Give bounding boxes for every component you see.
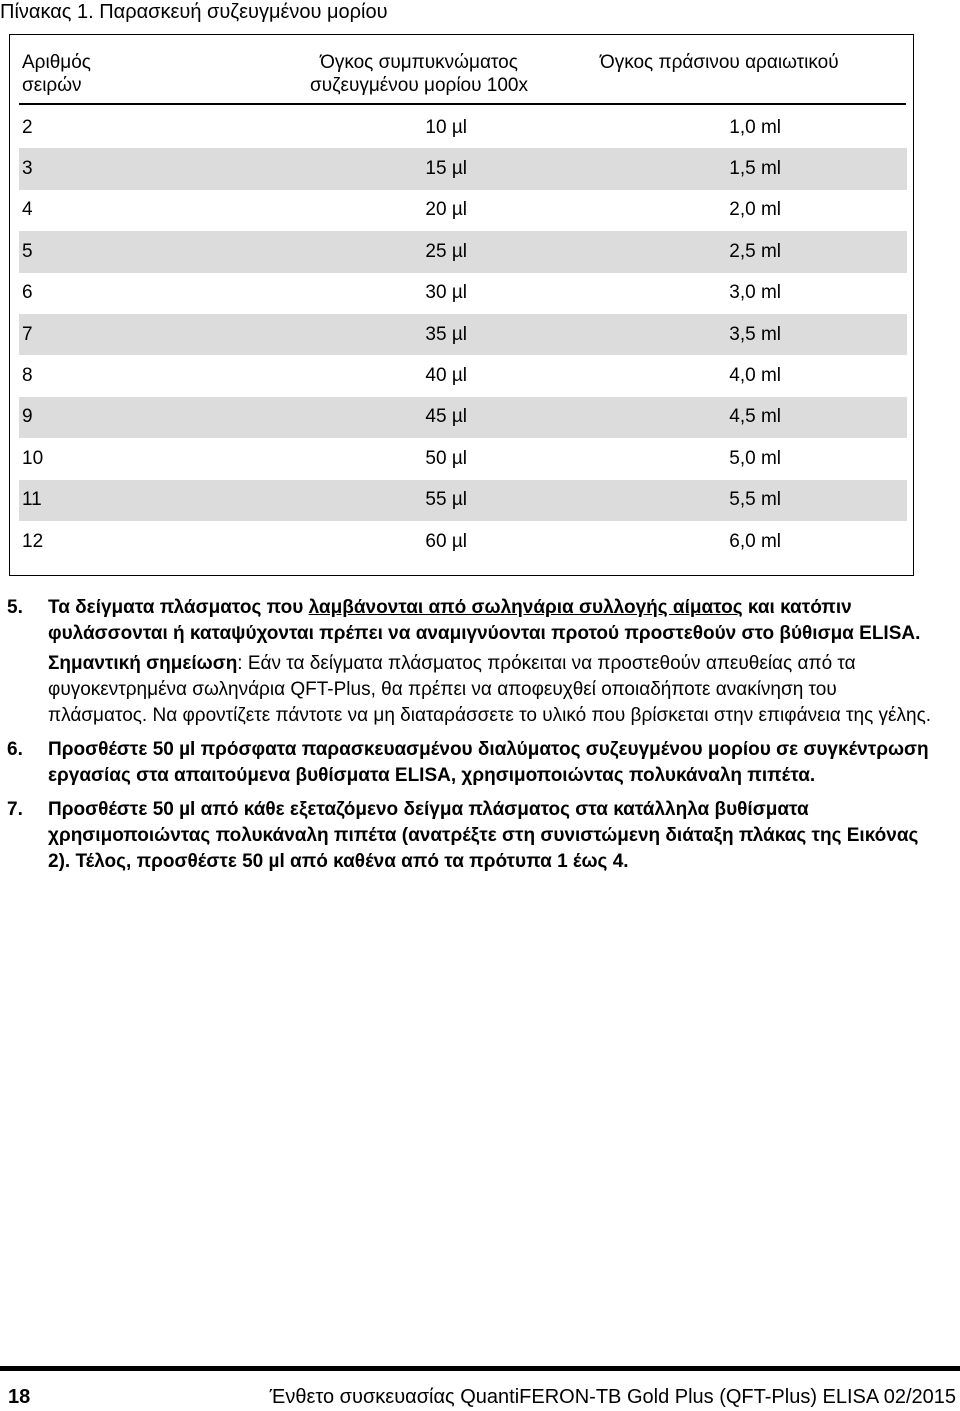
footer-title: Ένθετο συσκευασίας QuantiFERON-TB Gold Plus (QFT-Plus) ELISA 02/2015 xyxy=(269,1386,956,1408)
table-caption: Πίνακας 1. Παρασκευή συζευγμένου μορίου xyxy=(0,1,388,23)
table-row xyxy=(19,397,907,438)
note-label: Σημαντική σημείωση xyxy=(48,653,238,674)
table-cell: 5 xyxy=(22,240,33,262)
table-row xyxy=(19,480,907,521)
table-row xyxy=(19,273,907,314)
table-cell: 4 xyxy=(22,199,33,221)
table-cell: 5,0 ml xyxy=(729,447,781,469)
table-cell: 30 µl xyxy=(425,282,467,304)
table-cell: 1,0 ml xyxy=(729,116,781,138)
page-number: 18 xyxy=(8,1386,31,1408)
step-text: και κατόπιν φυλάσσονται ή καταψύχονται πρέπει να αναμιγνύονται προτού προστεθούν στο βύθισμα ELISA. xyxy=(48,597,921,644)
table-cell: 10 xyxy=(22,447,44,469)
table-cell: 2,5 ml xyxy=(729,240,781,262)
table-cell: 6,0 ml xyxy=(729,530,781,552)
step-text-underlined: λαμβάνονται από σωληνάρια συλλογής αίματος xyxy=(308,597,743,618)
step-number: 6. xyxy=(7,739,23,760)
table-cell: 4,5 ml xyxy=(729,406,781,428)
step-text: Προσθέστε 50 µl από κάθε εξεταζόμενο δείγμα πλάσματος στα κατάλληλα βυθίσματα χρησιμοποιώντας πολυκάναλη πιπέτα (ανατρέξτε στη συνιστώμενη διάταξη πλάκας της Εικόνας 2). Τέλος, προσθέστε 50 µl από καθένα από τα πρότυπα 1 έως 4. xyxy=(48,799,919,872)
table-row xyxy=(19,231,907,272)
step-5 xyxy=(0,595,940,729)
table-cell: 1,5 ml xyxy=(729,158,781,180)
table-cell: 45 µl xyxy=(425,406,467,428)
table-cell: 50 µl xyxy=(425,447,467,469)
table-cell: 35 µl xyxy=(425,323,467,345)
table-cell: 20 µl xyxy=(425,199,467,221)
footer-divider xyxy=(0,1366,960,1371)
table-row xyxy=(19,148,907,189)
table-row xyxy=(19,190,907,231)
table-cell: 11 xyxy=(22,489,42,511)
table-cell: 5,5 ml xyxy=(729,489,781,511)
step-7 xyxy=(0,797,940,875)
table-cell: 7 xyxy=(22,323,33,345)
table-cell: 3 xyxy=(22,158,33,180)
step-number: 5. xyxy=(7,597,23,618)
header-diluent-volume: Όγκος πράσινου αραιωτικού xyxy=(600,52,839,73)
step-6 xyxy=(0,737,940,789)
header-text: Όγκος συμπυκνώματος xyxy=(320,52,518,73)
table-cell: 4,0 ml xyxy=(729,365,781,387)
important-note xyxy=(48,651,940,729)
table-cell: 3,0 ml xyxy=(729,282,781,304)
table-body xyxy=(19,107,907,562)
table-row xyxy=(19,107,907,148)
table-row xyxy=(19,438,907,479)
header-text: Αριθμός xyxy=(22,52,91,73)
table-cell: 10 µl xyxy=(425,116,467,138)
step-text: Προσθέστε 50 µl πρόσφατα παρασκευασμένου διαλύματος συζευγμένου μορίου σε συγκέντρωση εργασίας στα απαιτούμενα βυθίσματα ELISA, χρησιμοποιώντας πολυκάναλη πιπέτα. xyxy=(48,739,929,786)
table-row xyxy=(19,355,907,396)
table-cell: 2 xyxy=(22,116,33,138)
table-cell: 40 µl xyxy=(425,365,467,387)
header-text: συζευγμένου μορίου 100x xyxy=(310,75,528,96)
conjugate-preparation-table xyxy=(9,34,914,576)
table-cell: 25 µl xyxy=(425,240,467,262)
table-cell: 60 µl xyxy=(425,530,467,552)
step-text: Τα δείγματα πλάσματος που xyxy=(48,597,309,618)
header-number-of-strips xyxy=(22,51,91,97)
header-conjugate-volume xyxy=(269,51,569,97)
table-cell: 12 xyxy=(22,530,44,552)
table-cell: 6 xyxy=(22,282,33,304)
header-text: σειρών xyxy=(22,75,82,96)
table-row xyxy=(19,521,907,562)
table-cell: 9 xyxy=(22,406,33,428)
procedure-steps xyxy=(0,595,940,875)
header-divider xyxy=(19,103,906,105)
table-cell: 2,0 ml xyxy=(729,199,781,221)
table-cell: 55 µl xyxy=(425,489,467,511)
table-cell: 3,5 ml xyxy=(729,323,781,345)
note-text: : Εάν τα δείγματα πλάσματος πρόκειται να προστεθούν απευθείας από τα φυγοκεντρημένα σωληνάρια QFT-Plus, θα πρέπει να αποφευχθεί οποιαδήποτε ανακίνηση του πλάσματος. Να φροντίζετε πάντοτε να μη διαταράσσετε το υλικό που βρίσκεται στην επιφάνεια της γέλης. xyxy=(48,653,932,726)
table-row xyxy=(19,314,907,355)
table-cell: 8 xyxy=(22,365,33,387)
step-number: 7. xyxy=(7,799,23,820)
table-cell: 15 µl xyxy=(425,158,467,180)
